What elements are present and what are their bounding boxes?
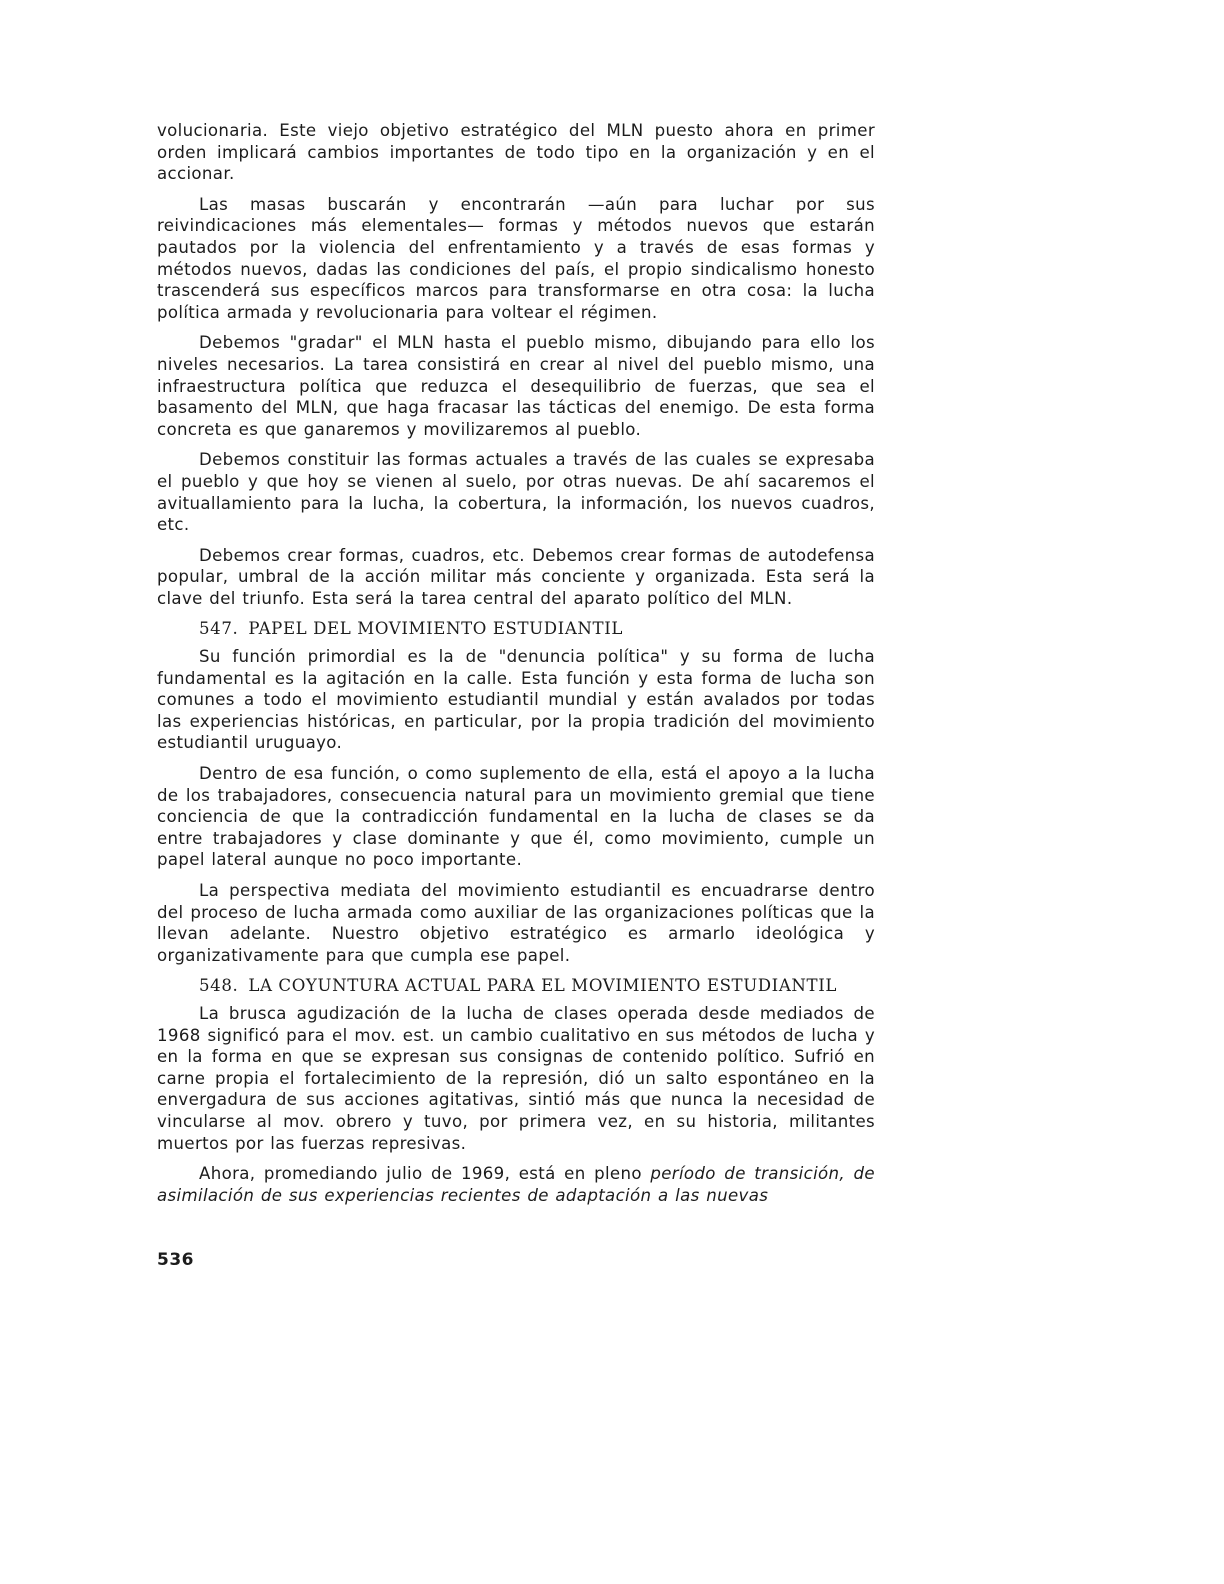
section-heading-547 — [157, 618, 875, 640]
section-number: 548. — [199, 976, 239, 996]
paragraph-dentro-funcion: Dentro de esa función, o como suplemento de ella, está el apoyo a la lucha de los trabajadores, consecuencia natural para un movimiento gremial que tiene conciencia de que la contradicción fundamental en la lucha de clases se da entre trabajadores y clase dominante y que él, como movimiento, cumple un papel lateral aunque no poco importante. — [157, 764, 875, 870]
paragraph-constituir: Debemos constituir las formas actuales a través de las cuales se expresaba el pueblo y que hoy se vienen al suelo, por otras nuevas. De ahí sacaremos el avituallamiento para la lucha, la cobertura, la información, los nuevos cuadros, etc. — [157, 450, 875, 535]
paragraph-brusca-agudizacion: La brusca agudización de la lucha de clases operada desde mediados de 1968 significó para el mov. est. un cambio cualitativo en sus métodos de lucha y en la forma en que se expresan sus consignas de contenido político. Sufrió en carne propia el fortalecimiento de la represión, dió un salto espontáneo en la envergadura de sus acciones agitativas, sintió más que nunca la necesidad de vincularse al mov. obrero y tuvo, por primera vez, en su historia, militantes muertos por las fuerzas represivas. — [157, 1003, 875, 1153]
paragraph-crear-formas: Debemos crear formas, cuadros, etc. Debemos crear formas de autodefensa popular, umbral de la acción militar más conciente y organizada. Esta será la clave del triunfo. Esta será la tarea central del aparato político del MLN. — [157, 545, 875, 608]
paragraph-ahora — [157, 1163, 875, 1206]
paragraph-continuation: volucionaria. Este viejo objetivo estratégico del MLN puesto ahora en primer orden implicará cambios importantes de todo tipo en la organización y en el accionar. — [157, 121, 875, 184]
paragraph-funcion-primordial: Su función primordial es la de "denuncia política" y su forma de lucha fundamental es la agitación en la calle. Esta función y esta forma de lucha son comunes a todo el movimiento estudiantil mundial y están avalados por todas las experiencias históricas, en particular, por la propia tradición del movimiento estudiantil uruguayo. — [157, 647, 875, 753]
section-title: LA COYUNTURA ACTUAL PARA EL MOVIMIENTO ESTUDIANTIL — [248, 976, 837, 996]
paragraph-masas: Las masas buscarán y encontrarán —aún para luchar por sus reivindicaciones más elementales— formas y métodos nuevos que estarán pautados por la violencia del enfrentamiento y a través de esas formas y métodos nuevos, dadas las condiciones del país, el propio sindicalismo honesto trascenderá sus específicos marcos para transformarse en otra cosa: la lucha política armada y revolucionaria para voltear el régimen. — [157, 194, 875, 322]
page-number: 536 — [157, 1250, 194, 1270]
paragraph-ahora-lead: Ahora, promediando julio de 1969, está en pleno — [199, 1164, 642, 1184]
section-title: PAPEL DEL MOVIMIENTO ESTUDIANTIL — [248, 619, 623, 639]
paragraph-ahora-italic: período de transición, de asimilación de sus experiencias recientes de adaptación a las nuevas — [157, 1164, 875, 1205]
section-number: 547. — [199, 619, 239, 639]
paragraph-gradar: Debemos "gradar" el MLN hasta el pueblo mismo, dibujando para ello los niveles necesarios. La tarea consistirá en crear al nivel del pueblo mismo, una infraestructura política que reduzca el desequilibrio de fuerzas, que sea el basamento del MLN, que haga fracasar las tácticas del enemigo. De esta forma concreta es que ganaremos y movilizaremos al pueblo. — [157, 333, 875, 439]
paragraph-perspectiva: La perspectiva mediata del movimiento estudiantil es encuadrarse dentro del proceso de lucha armada como auxiliar de las organizaciones políticas que la llevan adelante. Nuestro objetivo estratégico es armarlo ideológica y organizativamente para que cumpla ese papel. — [157, 881, 875, 965]
section-heading-548 — [157, 975, 875, 997]
document-page — [157, 120, 875, 1215]
